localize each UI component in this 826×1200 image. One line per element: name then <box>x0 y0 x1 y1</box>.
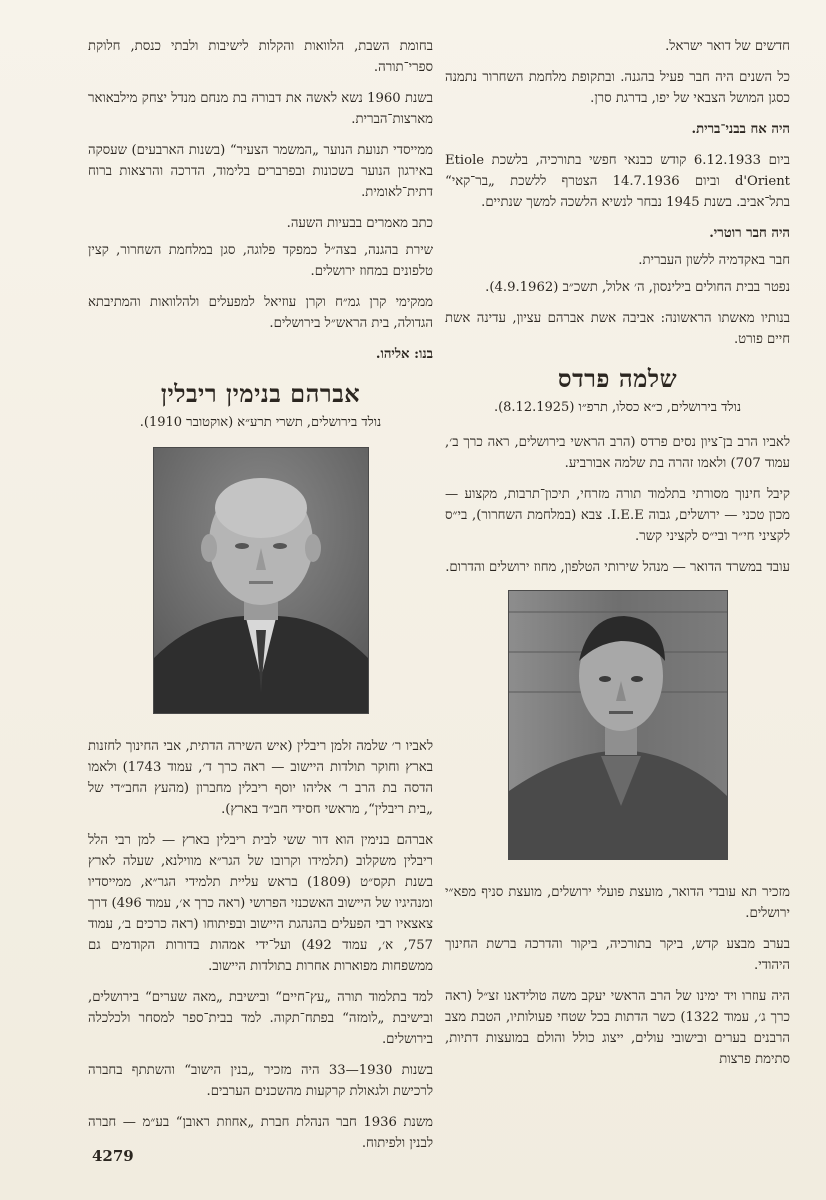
left-top-paragraph: שירת בהגנה, בצה״ל כמפקד פלוגה, סגן במלחמת השחרור, קצין טלפונים במחוז ירושלים. <box>88 243 433 279</box>
left-top-paragraph: בחומת השבת, הלוואות והקלות לישיבות ולבתי כנסת, חלוקת ספרי־תורה. <box>88 39 433 75</box>
portrait-rivlin-graphic <box>154 448 368 713</box>
section-subtitle-pardes: נולד בירושלים, כ״א כסלו, תרפ״ו (8.12.1925). <box>493 400 742 415</box>
right-top-paragraph: בנותיו מאשתו הראשונה: אביבה אשת אברהם עציון, עדינה אשת חיים פורט. <box>445 311 790 347</box>
right-bottom-paragraph: היה עוזרו ויד ימינו של הרב הראשי יעקב משה טולידאנו זצ״ל (ראה כרך ג׳, עמוד 1322) כשר הדתות בכל שטחי פעולותיו, הטבת מצב הרבנים בערים ובישובי עולים, ייצוג כולל והולם במועצות דתיות, סתימת פרצות <box>445 989 790 1067</box>
portrait-pardes-graphic <box>509 591 727 859</box>
left-top-paragraph: ממייסדי תנועת הנוער „המשמר הצעיר“ (בשנות הארבעים) שעסקה באירגון הנוער בשכונות ובפרברים בלימוד, הדרכה והרצאות ברוח דתית־לאומית. <box>88 143 433 200</box>
left-column <box>88 36 433 1164</box>
portrait-photo-pardes <box>508 590 728 860</box>
left-bottom-paragraph: אברהם בנימין הוא דור ששי לבית ריבלין בארץ — למן רבי הלל ריבלין משקלוב (תלמידו וקרובו של הגר״א מווילנא, שעלה לארץ בשנת תקס״ט (1809) בראש עליית תלמידי הגר״א, ממייסדיו ומנהיגיו של היישוב האשכנזי הפרושי (ראה כרך א׳, עמוד 496) דרך צאצאיו רבי הפעלים בהנהגת היישוב ובפיתוחו (ראה כרכים ב׳, עמוד 757, א׳, עמוד 492) ועל־ידי אמהות בדורות הקודמים גם ממשפחות מפוארות אחרות בתולדות היישוב. <box>88 833 433 974</box>
right-top-paragraph: היה חבר רוטרי. <box>709 226 790 241</box>
right-top-paragraph: חבר באקדמיה ללשון העברית. <box>638 253 790 268</box>
right-top-paragraph: היה אח בבני־ברית. <box>691 122 790 137</box>
left-bottom-paragraph: משנת 1936 חבר הנהלת חברת „אחוזת ראובן“ בע״מ — חברה לבנין ולפיתוח. <box>88 1115 433 1151</box>
left-top-paragraph: כתב מאמרים בבעיות השעה. <box>286 216 433 231</box>
left-bottom-paragraph: לאביו ר׳ שלמה זלמן ריבלין (איש השירה הדתית, אבי החינוך לחזנות בארץ וחוקר תולדות היישוב — ראה כרך ד׳, עמוד 1743) ולאמו הדסה בת הרב ר׳ אליהו יוסף ריבלין מחברון (מהעץ החב״די של „בית ריבלין“, מראשי חסידי חב״ד בארץ). <box>88 739 433 817</box>
right-middle-paragraph: קיבל חינוך מסורתי בתלמוד תורה מזרחי, תיכון־תרבות, מקצוע — מכון טכני — ירושלים, גבוה I.E.E. צבא (במלחמת השחרור), בי״ס לקציני חי״ר ובי״ס לקציני קשר. <box>445 487 790 544</box>
right-top-paragraph: כל השנים היה חבר פעיל בהגנה. ובתקופת מלחמת השחרור נתמנה כסגן המושל הצבאי של יפו, בדרגת סרן. <box>445 70 790 106</box>
right-top-paragraph: נפטר בבית החולים בילינסון, ה׳ אלול, תשכ״ב (4.9.1962). <box>485 280 790 295</box>
page-number: 4279 <box>92 1147 134 1165</box>
section-subtitle-rivlin: נולד בירושלים, תשרי תרע״א (אוקטובר 1910). <box>139 415 382 430</box>
left-top-paragraph: ממקימי קרן גמ״ח וקרן עוזיאל למפעלים ולהלוואות והמתיבתא הגדולה, בית הראש״ל בירושלים. <box>88 295 433 331</box>
right-column <box>445 36 790 1080</box>
left-top-paragraph: בשנת 1960 נשא לאשה את דבורה בת מנחם מנדל יצחק מילבאואר מארצות־הברית. <box>88 91 434 127</box>
right-bottom-paragraph: בערב מבצע קדש, ביקר בתורכיה, ביקור והדרכה ברשת החינוך היהודי. <box>445 937 790 973</box>
right-bottom-paragraph: מזכיר תא עובדי הדואר, מועצת פועלי ירושלים, מועצת סניף מפא״י ירושלים. <box>445 885 790 921</box>
left-bottom-paragraph: למד בתלמוד תורה „עץ־חיים“ ובישיבת „מאה שערים“ בירושלים, ובישיבת „לומזה“ בפתח־תקוה. למד בבית־ספר למסחר ולכלכלה בירושלים. <box>88 990 433 1047</box>
left-top-paragraph: בנו: אליהו. <box>375 347 433 362</box>
right-top-paragraph: ביום 6.12.1933 קודש כבנאי חפשי בתורכיה, בלשכת Etiole d'Orient וביום 14.7.1936 הצטרף ללשכת „בר־קאי“ בתל־אביב. בשנת 1945 נבחר לנשיא הלשכה למשך שנתיים. <box>445 153 791 210</box>
section-title-pardes: שלמה פרדס <box>557 364 678 393</box>
right-middle-paragraph: לאביו הרב בן־ציון נסים פרדס (הרב הראשי בירושלים, ראה כרך ב׳, עמוד 707) ולאמו זהרה בת שלמה אבורביע. <box>445 435 790 471</box>
left-bottom-paragraph: בשנות 1930—33 היה מזכיר „בנין הישוב“ והשתתף בחברה לרכישת ולגאולת קרקעות מהשכנים הערבים. <box>88 1063 433 1099</box>
right-top-paragraph: חדשים של דואר ישראל. <box>665 39 790 54</box>
section-title-rivlin: אברהם בנימין ריבלין <box>160 379 361 408</box>
right-middle-paragraph: עובד במשרד הדואר — מנהל שירותי הטלפון, מחוז ירושלים והדרום. <box>445 560 790 575</box>
portrait-photo-rivlin <box>153 447 369 714</box>
